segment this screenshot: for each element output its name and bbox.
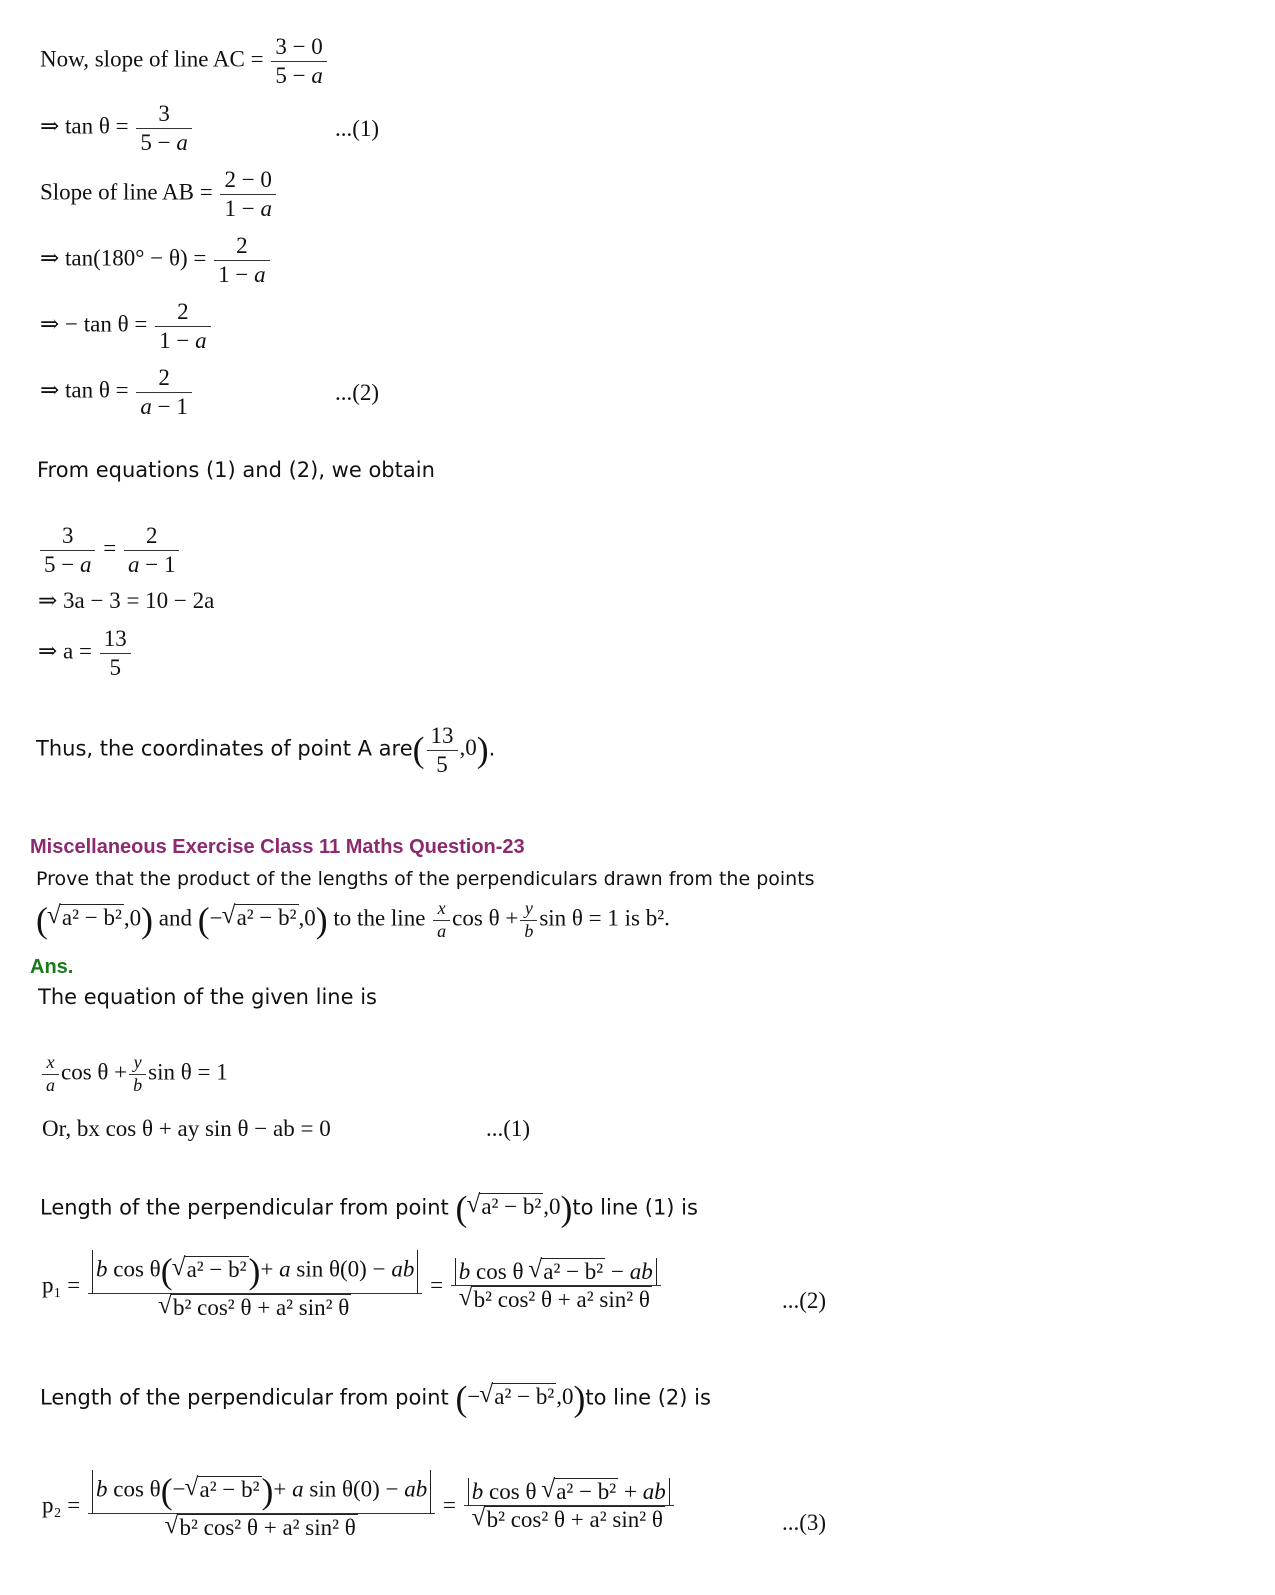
neg-tan-line: ⇒ − tan θ = $\frac{2}{1 - a}$ — [40, 298, 213, 354]
p1-tag: ...(2) — [782, 1288, 827, 1313]
perp1-text-line: Length of the perpendicular from point (√ a² − b²,0)to line (1) is — [40, 1188, 698, 1230]
p2-formula: p₂ = b cos θ(−√ a² − b²)+ a sin θ(0) − ab √ b² cos² θ + a² sin² θ = b cos θ √ a² − b² + ab √ b² cos² θ + a² sin² θ — [42, 1470, 676, 1541]
ratio-equation: $\frac{3}{5 - a}$ = $\frac{2}{a - 1}$ — [38, 522, 181, 578]
tan-180-line: ⇒ tan(180° − θ) = $\frac{2}{1 - a}$ — [40, 232, 272, 288]
a-value: ⇒ a = $\frac{13}{5}$ — [38, 625, 133, 681]
equation-2: ⇒ tan θ = $\frac{2}{a - 1}$ — [40, 364, 194, 420]
p1-formula: p₁ = b cos θ(√ a² − b²)+ a sin θ(0) − ab √ b² cos² θ + a² sin² θ = b cos θ √ a² − b² − ab √ b² cos² θ + a² sin² θ — [42, 1250, 663, 1321]
from-equations-text: From equations (1) and (2), we obtain — [37, 458, 435, 482]
slope-ab-line: Slope of line AB = $\frac{2 - 0}{1 - a}$ — [40, 166, 278, 222]
linear-equation: ⇒ 3a − 3 = 10 − 2a — [38, 588, 215, 613]
p2-label: p₂ = — [42, 1492, 81, 1518]
question-title: Miscellaneous Exercise Class 11 Maths Question-23 — [30, 836, 525, 858]
p2-tag: ...(3) — [782, 1510, 827, 1535]
equation-2-tag: ...(2) — [335, 380, 380, 405]
question-text: Prove that the product of the lengths of the perpendiculars drawn from the points — [36, 868, 815, 890]
slope-ac-line: Now, slope of line AC = $\frac{3 - 0}{5 - a}$ — [40, 33, 329, 89]
answer-intro: The equation of the given line is — [38, 985, 377, 1009]
line-equation: $\frac{x}{a}$ cos θ + $\frac{y}{b}$ sin θ = 1 — [40, 1052, 228, 1096]
equation-1-tag: ...(1) — [335, 116, 380, 141]
slope-ac-label: Now, slope of line AC = — [40, 46, 264, 72]
answer-label: Ans. — [30, 956, 74, 978]
line-equation-general: Or, bx cos θ + ay sin θ − ab = 0 — [42, 1116, 331, 1141]
conclusion-line: Thus, the coordinates of point A are( $\frac{13}{5}$ ,0). — [36, 723, 496, 777]
p1-label: p₁ = — [42, 1272, 81, 1298]
equation-1: ⇒ tan θ = $\frac{3}{5 - a}$ — [40, 100, 194, 156]
question-points-line: (√ a² − b²,0) and (−√ a² − b²,0) to the line $\frac{x}{a}$ cos θ + $\frac{y}{b}$ sin θ = 1 is b². — [36, 898, 670, 942]
line-equation-tag: ...(1) — [486, 1116, 531, 1141]
perp2-text-line: Length of the perpendicular from point (−√ a² − b²,0)to line (2) is — [40, 1378, 711, 1420]
